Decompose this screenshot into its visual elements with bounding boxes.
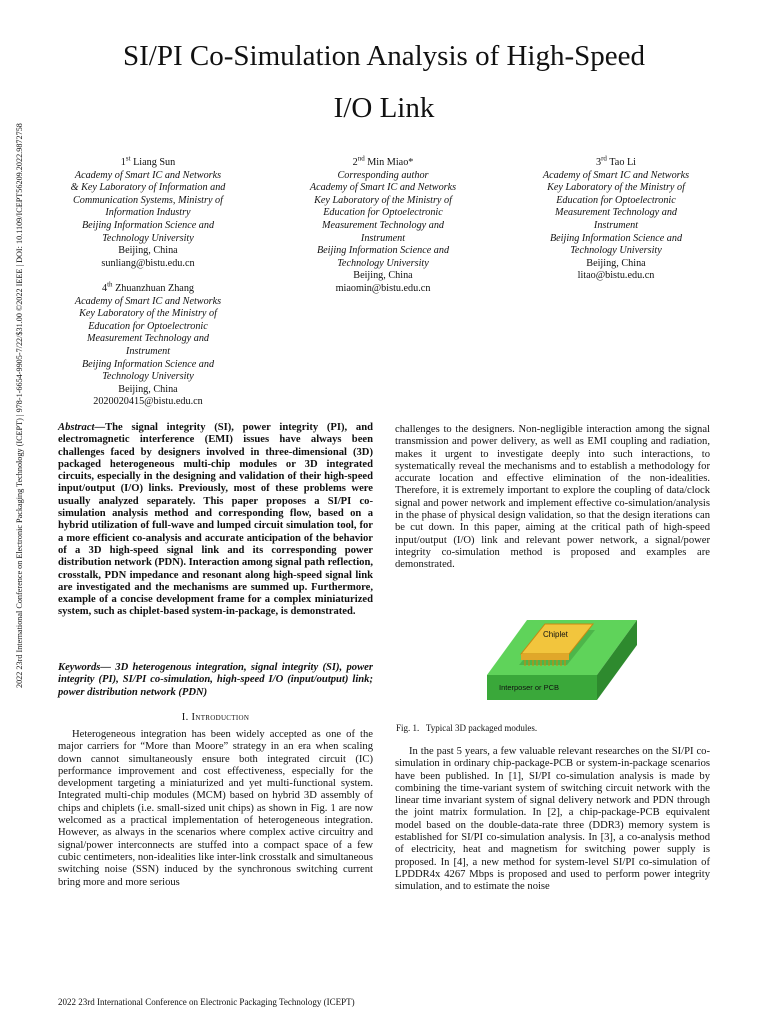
author-email: litao@bistu.edu.cn [577, 270, 655, 282]
author-city: Beijing, China [353, 270, 413, 282]
affiliation-line: Academy of Smart IC and Networks [74, 295, 222, 307]
author-name: 3rd Tao Li [595, 154, 637, 168]
affiliation-line: Technology University [337, 257, 429, 269]
author-city: Beijing, China [118, 383, 178, 395]
affiliation-line: Academy of Smart IC and Networks [309, 182, 457, 194]
author-city: Beijing, China [118, 245, 178, 257]
abstract-label: Abstract [58, 422, 95, 433]
keywords-label: Keywords [58, 662, 101, 673]
paper-title [60, 30, 708, 134]
author-block-1 [48, 154, 248, 270]
affiliation-line: Key Laboratory of the Ministry of [79, 308, 217, 320]
author-name: 2nd Min Miao* [352, 154, 414, 168]
affiliation-line: Technology University [102, 232, 194, 244]
affiliation-line: Beijing Information Science and [81, 219, 215, 231]
author-block-2 [283, 154, 483, 296]
introduction-paragraph: Heterogeneous integration has been widely accepted as one of the major carriers for “More than Moore” strategy in an era when scaling down cannot simultaneously ensure both integrated circuit (IC) performance improvement and cost effectiveness, especially for the development targeting a miniaturized and yet multi-functional system. Integrated multi-chip modules (MCM) based on hybrid 3D assembly of chips and chiplets (i.e. small-sized unit chips) as shown in Fig. 1 are now welcomed as a practical implementation of heterogeneous integration. However, as always in the scenarios where complex active circuitry and signal/power interconnects are stuffed into a compact space of a few cubic centimeters, non-idealities like inter-link crosstalk and simultaneous switching noise (SSN) induced by the synchronous switching current bring more and more serious [58, 729, 373, 888]
section-heading [58, 712, 373, 724]
affiliation-line: Beijing Information Science and [316, 245, 450, 257]
interposer-label: Interposer or PCB [499, 683, 560, 692]
affiliation-line: Communication Systems, Ministry of [73, 194, 223, 206]
affiliation-line: Education for Optoelectronic [88, 320, 208, 332]
author-block-3 [516, 154, 716, 283]
keywords-text: 3D heterogenous integration, signal integrity (SI), power integrity (PI), SI/PI co-simulation, high-speed I/O (input/output) link; power distribution network (PDN) [58, 662, 373, 698]
affiliation-line: Measurement Technology and [321, 219, 445, 231]
section-title: Introduction [191, 712, 250, 723]
title-line-2: I/O Link [333, 92, 435, 124]
figure-3d-module [487, 620, 637, 700]
affiliation-line: Corresponding author [337, 169, 429, 181]
affiliation-line: Education for Optoelectronic [556, 194, 676, 206]
affiliation-line: Instrument [360, 232, 406, 244]
abstract-text: The signal integrity (SI), power integrity (PI), and electromagnetic interference (EMI) issues have always been challenges faced by designers involved in three-dimensional (3D) packaged heterogeneous multi-chip modules or 3D integrated circuits, especially in the designing and validation of their high-speed input/output (I/O) links. Previously, most of these problems were usually analyzed separately. This paper proposes a SI/PI co-simulation analysis method and corresponding flow, based on a hybrid utilization of full-wave and lumped circuit simulation tool, for a more efficient co-analysis and accurate anticipation of the behavior of a 3D high-speed signal link and its corresponding power distribution network (PDN). Interaction among signal path reflection, crosstalk, PDN impedance and resonant along high-speed signal link are investigated and the mechanisms are summed up. Furthermore, example of a concise development frame for a complex miniaturized system, such as chiplet-based system-in-package, is demonstrated. [58, 422, 373, 618]
title-line-1: SI/PI Co-Simulation Analysis of High-Speed [123, 40, 645, 72]
affiliation-line: Information Industry [105, 207, 191, 219]
affiliation-line: & Key Laboratory of Information and [70, 182, 226, 194]
affiliation-line: Academy of Smart IC and Networks [542, 169, 690, 181]
affiliation-line: Education for Optoelectronic [323, 207, 443, 219]
author-email: 2020020415@bistu.edu.cn [93, 396, 203, 408]
author-block-4 [48, 280, 248, 409]
author-name: 4th Zhuanzhuan Zhang [101, 280, 195, 294]
author-name: 1st Liang Sun [120, 154, 176, 168]
chiplet-edge [521, 654, 569, 660]
affiliation-line: Beijing Information Science and [81, 358, 215, 370]
affiliation-line: Key Laboratory of the Ministry of [314, 194, 452, 206]
figure-caption: Fig. 1. Typical 3D packaged modules. [396, 723, 538, 733]
doi-side-text: 2022 23rd International Conference on Electronic Packaging Technology (ICEPT) | 978-1-6654-9905-7/22/$31.00 ©2022 IEEE | DOI: 10.1109/ICEPT56209.2022.9872758 [15, 123, 24, 688]
affiliation-line: Instrument [593, 219, 639, 231]
abstract: Abstract—The signal integrity (SI), power integrity (PI), and electromagnetic interference (EMI) issues have always been challenges faced by designers involved in three-dimensional (3D) packaged heterogeneous multi-chip modules or 3D integrated circuits, especially in the designing and validation of their high-speed input/output (I/O) links. Previously, most of these problems were usually analyzed separately. This paper proposes a SI/PI co-simulation analysis method and corresponding flow, based on a hybrid utilization of full-wave and lumped circuit simulation tool, for a more efficient co-analysis and accurate anticipation of the behavior of a 3D high-speed signal link and its corresponding power distribution network (PDN). Interaction among signal path reflection, crosstalk, PDN impedance and resonant along high-speed signal link are investigated and the mechanisms are summed up. Furthermore, example of a concise development frame for a complex miniaturized system, such as chiplet-based system-in-package, is demonstrated. [58, 422, 373, 618]
author-email: miaomin@bistu.edu.cn [335, 282, 431, 294]
affiliation-line: Beijing Information Science and [549, 232, 683, 244]
affiliation-line: Key Laboratory of the Ministry of [547, 182, 685, 194]
affiliation-line: Technology University [570, 245, 662, 257]
affiliation-line: Measurement Technology and [86, 333, 210, 345]
right-column-paragraph-1: challenges to the designers. Non-negligible interaction among the signal transmission and power delivery, as well as EMI coupling and radiation, makes it urgent to investigate deeply into such interactions, to systematically reveal the mechanisms and to establish a methodology for accurate location and effective elimination of the non-idealities. Therefore, it is extremely important to explore the coupling of data/clock signal and power network and implement effective co-simulation/analysis in the phase of physical design validation, so that the design iterations can be cut down. In this paper, aiming at the critical path of high-speed input/output (I/O) link and relevant power network, a signal/power integrity co-simulation method is proposed and examples are demonstrated. [395, 424, 710, 571]
right-column-paragraph-2: In the past 5 years, a few valuable relevant researches on the SI/PI co-simulation in ordinary chip-package-PCB or system-in-package scenarios have been published. In [1], SI/PI co-simulation analysis is made by combining the time-variant system of switching circuit network with the linear time invariant system of signal delivery network and PDN through the joint matrix formulation. In [2], a chip-package-PCB equivalent model based on the double-data-rate three (DDR3) memory system is established for SI/PI co-simulation analysis. In [3], a co-analysis method of electricity, heat and magnetism for switching power supply is proposed. In [4], a new method for system-level SI/PI co-simulation of LPDDR4x 4267 Mbps is proposed and used to perform power integrity simulation, and to estimate the noise [395, 746, 710, 893]
keywords: Keywords— 3D heterogenous integration, signal integrity (SI), power integrity (PI), SI/PI co-simulation, high-speed I/O (input/output) link; power distribution network (PDN) [58, 662, 373, 698]
author-email: sunliang@bistu.edu.cn [101, 257, 195, 269]
affiliation-line: Instrument [125, 345, 171, 357]
affiliation-line: Academy of Smart IC and Networks [74, 169, 222, 181]
affiliation-line: Measurement Technology and [554, 207, 678, 219]
author-city: Beijing, China [586, 257, 646, 269]
section-number: I. [181, 712, 189, 723]
affiliation-line: Technology University [102, 371, 194, 383]
conference-footer: 2022 23rd International Conference on Electronic Packaging Technology (ICEPT) [58, 997, 355, 1007]
chiplet-label: Chiplet [543, 630, 568, 639]
